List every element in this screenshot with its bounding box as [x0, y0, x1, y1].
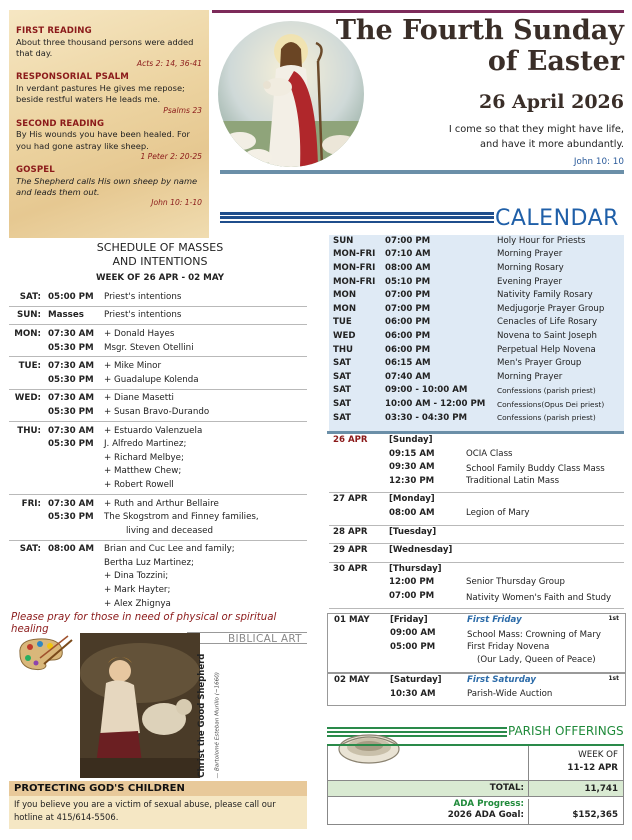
- schedule-line: [9, 510, 307, 524]
- offerings-table: [327, 746, 624, 825]
- calendar-date: 29 APR: [333, 545, 368, 556]
- schedule-intention: Ruth and Arthur Bellaire: [114, 498, 219, 509]
- schedule-day: WED:: [14, 393, 41, 404]
- weekly-event-name: Perpetual Help Novena: [497, 344, 596, 355]
- ada-goal-value: $152,365: [572, 810, 618, 820]
- calendar-special-cell: [467, 616, 623, 626]
- reading-text: By His wounds you have been healed. For you had gone astray like sheep.: [16, 129, 190, 151]
- weekly-event-row: [329, 398, 624, 412]
- schedule-time: Masses: [48, 310, 84, 321]
- weekly-event-row: [329, 317, 624, 331]
- calendar-event-name: Legion of Mary: [466, 507, 530, 518]
- weekly-event-name: Medjugorje Prayer Group: [497, 303, 605, 314]
- weekly-event-day: MON: [333, 303, 357, 314]
- calendar-day-group: [329, 526, 624, 545]
- schedule-line: [9, 497, 307, 511]
- schedule-week: WEEK OF 26 APR - 02 MAY: [95, 273, 225, 283]
- schedule-time: 07:30 AM: [48, 328, 95, 339]
- weekly-event-day: TUE: [333, 317, 352, 328]
- ada-progress-row: [328, 797, 623, 810]
- calendar-event-row: [330, 656, 623, 670]
- weekly-event-day: SAT: [333, 385, 352, 396]
- schedule-time: 05:30 PM: [48, 374, 94, 385]
- schedule-intention: Susan Bravo-Durando: [114, 406, 210, 417]
- weekly-event-name: Evening Prayer: [497, 276, 563, 287]
- reading-text: The Shepherd calls His own sheep by name and leads them out.: [16, 175, 198, 198]
- calendar-event-time: 08:00 AM: [389, 507, 435, 518]
- schedule-intention-cell: [104, 393, 307, 403]
- weekly-event-day: SAT: [333, 358, 352, 369]
- week-label: WEEK OF: [578, 750, 618, 760]
- weekly-event-time: 07:10 AM: [385, 249, 431, 260]
- schedule-line: [9, 327, 307, 341]
- cross-icon: +: [104, 585, 112, 596]
- schedule-time: 07:30 AM: [48, 393, 95, 404]
- reading-reference: Psalms 23: [163, 105, 202, 115]
- schedule-intention: Estuardo Valenzuela: [114, 425, 203, 436]
- palette-icon: [14, 634, 74, 672]
- weekly-event-time: 09:00 - 10:00 AM: [385, 385, 468, 396]
- schedule-intention-cell: [104, 426, 307, 436]
- calendar-weekday: [Friday]: [390, 614, 428, 625]
- schedule-day-group: [9, 422, 307, 495]
- schedule-intention: Priest's intentions: [104, 291, 182, 302]
- schedule-day-group: [9, 541, 307, 613]
- total-value: 11,741: [584, 783, 618, 794]
- weekly-event-name: Confessions (parish priest): [497, 386, 596, 396]
- reading-heading: SECOND READING: [16, 118, 105, 129]
- schedule-intention-cell: [104, 343, 307, 353]
- mass-schedule: [9, 288, 307, 612]
- schedule-line: [9, 392, 307, 406]
- schedule-intention: Alex Zhignya: [114, 598, 171, 609]
- schedule-line: [9, 597, 307, 611]
- schedule-intention: Priest's intentions: [104, 310, 182, 321]
- calendar-event-row: [330, 629, 623, 643]
- art-section-title: BIBLICAL ART: [228, 633, 302, 645]
- schedule-line: [9, 341, 307, 355]
- schedule-time: 07:30 AM: [48, 425, 95, 436]
- weekly-event-time: 10:00 AM - 12:00 PM: [385, 398, 486, 409]
- schedule-intention-cell: [104, 599, 307, 609]
- schedule-day: TUE:: [18, 361, 41, 372]
- weekly-event-time: 07:00 PM: [385, 235, 431, 246]
- schedule-line: [9, 583, 307, 597]
- schedule-day: SAT:: [19, 291, 41, 302]
- schedule-intention-cell: [104, 571, 307, 581]
- schedule-intention-cell: [104, 329, 307, 339]
- schedule-line: [9, 478, 307, 492]
- protecting-children-box: [9, 781, 307, 829]
- schedule-intention-cell: [104, 292, 307, 302]
- schedule-day-group: [9, 288, 307, 307]
- week-value: 11-12 APR: [567, 762, 618, 773]
- weekly-event-name: Nativity Family Rosary: [497, 290, 593, 301]
- schedule-intention-cell: [104, 480, 307, 490]
- calendar-event-time: 10:30 AM: [390, 688, 436, 699]
- offerings-total-row: [328, 780, 623, 797]
- schedule-time: 05:30 PM: [48, 439, 94, 450]
- calendar-event-name: Parish-Wide Auction: [467, 688, 553, 699]
- protecting-text: If you believe you are a victim of sexual abuse, please call our hotline at 415/614-5506.: [14, 799, 276, 822]
- schedule-time: 05:30 PM: [48, 342, 94, 353]
- cross-icon: +: [104, 328, 112, 339]
- weekly-event-row: [329, 276, 624, 290]
- schedule-intention: Bertha Luz Martinez;: [104, 557, 194, 568]
- offerings-title: PARISH OFFERINGS: [508, 724, 624, 738]
- calendar-event-name: (Our Lady, Queen of Peace): [477, 655, 596, 666]
- schedule-line: [9, 290, 307, 304]
- schedule-intention-cell: [104, 466, 307, 476]
- reading-reference: 1 Peter 2: 20-25: [140, 152, 202, 162]
- calendar-event-row: [330, 690, 623, 704]
- schedule-intention: The Skogstrom and Finney families,: [104, 512, 259, 523]
- reading-heading: GOSPEL: [16, 164, 55, 175]
- calendar-event-row: [329, 450, 624, 464]
- schedule-day: MON:: [14, 328, 41, 339]
- schedule-intention-cell: [104, 361, 307, 371]
- weekly-event-name: Holy Hour for Priests: [497, 235, 586, 246]
- calendar-day-header: [330, 616, 623, 630]
- schedule-intention-cell: [104, 407, 307, 417]
- weekly-event-time: 06:00 PM: [385, 317, 431, 328]
- weekly-event-row: [329, 303, 624, 317]
- calendar-date: 30 APR: [333, 563, 368, 574]
- weekly-event-time: 06:00 PM: [385, 331, 431, 342]
- weekly-event-time: 03:30 - 04:30 PM: [385, 412, 468, 423]
- protecting-title: PROTECTING GOD'S CHILDREN: [9, 781, 307, 796]
- calendar-day-header: [329, 436, 624, 450]
- calendar-date: 01 MAY: [334, 614, 370, 625]
- calendar-day-header: [329, 495, 624, 509]
- calendar-stripes: [220, 212, 494, 226]
- weekly-event-time: 07:40 AM: [385, 371, 431, 382]
- weekly-event-row: [329, 344, 624, 358]
- special-day-label: First Saturday: [467, 674, 537, 685]
- cross-icon: +: [104, 479, 112, 490]
- weekly-calendar: [329, 235, 624, 431]
- calendar-event-time: 05:00 PM: [390, 641, 436, 652]
- schedule-intention: J. Alfredo Martinez;: [104, 439, 187, 450]
- schedule-intention-cell: [104, 585, 307, 595]
- weekly-event-day: MON-FRI: [333, 249, 376, 260]
- prayer-request: Please pray for those in need of physical or spiritual healing: [11, 612, 277, 635]
- offerings-week-row: [328, 746, 623, 780]
- schedule-line: [9, 524, 307, 538]
- ada-goal-row: [328, 810, 623, 824]
- weekly-event-name: Morning Rosary: [497, 263, 564, 274]
- schedule-intention: Diane Masetti: [114, 393, 174, 404]
- schedule-line: [9, 405, 307, 419]
- weekly-event-time: 06:00 PM: [385, 344, 431, 355]
- special-day-label: First Friday: [467, 614, 522, 625]
- calendar-event-time: 07:00 PM: [389, 590, 435, 601]
- calendar-date: 28 APR: [333, 526, 368, 537]
- calendar-day-group: [327, 673, 626, 706]
- quote-reference: John 10: 10: [573, 157, 624, 167]
- schedule-day-group: [9, 325, 307, 357]
- schedule-day: FRI:: [21, 498, 41, 509]
- art-artist: — Bartolomé Esteban Murillo (~1660): [214, 671, 221, 778]
- weekly-event-row: [329, 262, 624, 276]
- calendar-weekday: [Monday]: [389, 494, 435, 505]
- calendar-event-row: [329, 509, 624, 523]
- calendar-day-header: [329, 528, 624, 542]
- weekly-event-row: [329, 357, 624, 371]
- cross-icon: +: [104, 425, 112, 436]
- calendar-event-row: [329, 578, 624, 592]
- schedule-time: 05:00 PM: [48, 291, 94, 302]
- cross-icon: +: [104, 406, 112, 417]
- calendar-event-time: 09:30 AM: [389, 462, 435, 473]
- schedule-line: [9, 424, 307, 438]
- schedule-intention-cell: [104, 544, 307, 554]
- art-caption: Christ the Good Shepherd: [197, 653, 208, 778]
- calendar-event-name: Traditional Latin Mass: [466, 475, 560, 486]
- schedule-intention: Guadalupe Kolenda: [114, 374, 199, 385]
- ada-progress-label: ADA Progress:: [328, 799, 529, 810]
- reading-reference: John 10: 1-10: [151, 198, 202, 208]
- date-heading: 26 April 2026: [478, 91, 624, 113]
- schedule-intention: Mike Minor: [114, 361, 162, 372]
- weekly-event-row: [329, 371, 624, 385]
- calendar-weekday: [Wednesday]: [389, 545, 453, 556]
- ada-goal-label: 2026 ADA Goal:: [328, 810, 529, 824]
- schedule-intention: living and deceased: [126, 525, 213, 536]
- weekly-event-time: 08:00 AM: [385, 263, 431, 274]
- schedule-day: SUN:: [16, 310, 41, 321]
- calendar-event-time: 12:30 PM: [389, 475, 435, 486]
- schedule-line: [9, 309, 307, 323]
- readings-panel: [9, 10, 209, 238]
- schedule-intention: Matthew Chew;: [114, 466, 182, 477]
- calendar-weekday: [Saturday]: [390, 674, 442, 685]
- weekly-event-name: Novena to Saint Joseph: [497, 331, 597, 342]
- schedule-intention-cell: [104, 439, 307, 449]
- reading-heading: FIRST READING: [16, 26, 92, 36]
- calendar-date: 27 APR: [333, 494, 368, 505]
- weekly-event-day: WED: [333, 331, 356, 342]
- cross-icon: +: [104, 361, 112, 372]
- weekly-event-name: Morning Prayer: [497, 249, 563, 260]
- weekly-event-day: MON-FRI: [333, 263, 376, 274]
- schedule-day-group: [9, 307, 307, 326]
- schedule-line: [9, 570, 307, 584]
- schedule-intention-cell: [104, 453, 307, 463]
- cross-icon: +: [104, 498, 112, 509]
- header-divider: [220, 170, 624, 174]
- schedule-intention-cell: [104, 512, 307, 522]
- schedule-time: 07:30 AM: [48, 361, 95, 372]
- calendar-date: 02 MAY: [334, 674, 370, 685]
- schedule-line: [9, 543, 307, 557]
- weekly-event-row: [329, 289, 624, 303]
- schedule-intention: Robert Rowell: [114, 479, 174, 490]
- schedule-time: 05:30 PM: [48, 512, 94, 523]
- calendar-event-name: School Family Buddy Class Mass: [466, 464, 605, 475]
- reading-heading: RESPONSORIAL PSALM: [16, 72, 129, 83]
- schedule-line: [9, 437, 307, 451]
- schedule-day-group: [9, 390, 307, 422]
- schedule-line: [9, 359, 307, 373]
- weekly-event-name: Confessions (parish priest): [497, 413, 596, 423]
- calendar-event-row: [330, 643, 623, 657]
- schedule-intention-cell: [104, 499, 307, 509]
- weekly-event-name: Morning Prayer: [497, 371, 563, 382]
- calendar-event-name: Senior Thursday Group: [466, 577, 565, 588]
- calendar-event-name: OCIA Class: [466, 448, 513, 459]
- schedule-time: 08:00 AM: [48, 544, 95, 555]
- schedule-intention: Msgr. Steven Otellini: [104, 342, 194, 353]
- cross-icon: +: [104, 393, 112, 404]
- schedule-intention-cell: [104, 375, 307, 385]
- total-label: TOTAL:: [328, 780, 529, 797]
- calendar-event-row: [329, 477, 624, 491]
- cross-icon: +: [104, 571, 112, 582]
- calendar-date: 26 APR: [333, 435, 368, 445]
- calendar-event-time: 09:15 AM: [389, 448, 435, 459]
- calendar-event-row: [329, 463, 624, 477]
- schedule-time: 05:30 PM: [48, 406, 94, 417]
- weekly-event-time: 06:15 AM: [385, 358, 431, 369]
- calendar-day-group: [329, 544, 624, 563]
- calendar-special-cell: [467, 676, 623, 686]
- weekly-event-day: THU: [333, 344, 354, 355]
- weekly-event-name: Confessions(Opus Dei priest): [497, 399, 605, 409]
- page-title: The Fourth Sunday of Easter: [335, 15, 624, 78]
- schedule-time: 07:30 AM: [48, 498, 95, 509]
- schedule-intention-cell: [104, 526, 307, 536]
- weekly-event-day: SAT: [333, 412, 352, 423]
- weekly-event-day: SAT: [333, 371, 352, 382]
- cross-icon: +: [104, 466, 112, 477]
- calendar-day-group: [329, 434, 624, 493]
- schedule-intention-cell: [104, 310, 307, 320]
- weekly-event-name: Cenacles of Life Rosary: [497, 317, 598, 328]
- calendar-event-name: First Friday Novena: [467, 641, 550, 652]
- calendar-event-name: School Mass: Crowning of Mary: [467, 630, 601, 641]
- schedule-intention: Richard Melbye;: [114, 452, 184, 463]
- weekly-event-time: 07:00 PM: [385, 290, 431, 301]
- schedule-intention: Dina Tozzini;: [114, 571, 169, 582]
- calendar-weekday: [Thursday]: [389, 563, 442, 574]
- calendar-event-time: 09:00 AM: [390, 628, 436, 639]
- schedule-line: [9, 451, 307, 465]
- schedule-line: [9, 465, 307, 479]
- schedule-intention: Donald Hayes: [114, 328, 175, 339]
- calendar-day-group: [329, 563, 624, 609]
- first-marker: 1st: [608, 674, 619, 682]
- cross-icon: +: [104, 452, 112, 463]
- daily-calendar: [329, 434, 624, 706]
- cross-icon: +: [104, 374, 112, 385]
- schedule-intention: Mark Hayter;: [114, 585, 171, 596]
- calendar-day-header: [329, 546, 624, 560]
- first-marker: 1st: [608, 614, 619, 622]
- weekly-event-row: [329, 235, 624, 249]
- calendar-event-name: Nativity Women's Faith and Study: [466, 592, 612, 603]
- weekly-event-day: SUN: [333, 235, 354, 246]
- reading-reference: Acts 2: 14, 36-41: [136, 59, 202, 69]
- calendar-title: CALENDAR: [495, 206, 619, 231]
- calendar-day-group: [329, 493, 624, 525]
- weekly-event-row: [329, 412, 624, 426]
- schedule-day-group: [9, 357, 307, 389]
- weekly-event-time: 05:10 PM: [385, 276, 431, 287]
- gospel-quote: I come so that they might have life, and have it more abundantly.: [448, 124, 624, 151]
- calendar-day-header: [330, 676, 623, 690]
- reading-text: In verdant pastures He gives me repose; beside restful waters He leads me.: [16, 83, 185, 105]
- weekly-event-name: Men's Prayer Group: [497, 358, 582, 369]
- schedule-line: [9, 373, 307, 387]
- weekly-event-row: [329, 385, 624, 399]
- schedule-intention-cell: [104, 558, 307, 568]
- calendar-event-time: 12:00 PM: [389, 577, 435, 588]
- shepherd-painting: [80, 633, 200, 778]
- calendar-weekday: [Sunday]: [389, 435, 433, 445]
- schedule-day-group: [9, 495, 307, 541]
- calendar-day-group: [327, 613, 626, 673]
- weekly-event-row: [329, 249, 624, 263]
- reading-text: About three thousand persons were added that day.: [16, 36, 194, 59]
- weekly-event-day: SAT: [333, 398, 352, 409]
- calendar-day-header: [329, 565, 624, 579]
- calendar-weekday: [Tuesday]: [389, 526, 437, 537]
- calendar-event-row: [329, 592, 624, 606]
- schedule-intention: Brian and Cuc Lee and family;: [104, 544, 235, 555]
- weekly-event-time: 07:00 PM: [385, 303, 431, 314]
- schedule-day: SAT:: [19, 544, 41, 555]
- header-rule: [212, 10, 624, 13]
- schedule-day: THU:: [17, 425, 41, 436]
- schedule-title: SCHEDULE OF MASSES AND INTENTIONS: [96, 241, 224, 269]
- cross-icon: +: [104, 598, 112, 609]
- schedule-line: [9, 556, 307, 570]
- weekly-event-row: [329, 330, 624, 344]
- weekly-event-day: MON-FRI: [333, 276, 376, 287]
- weekly-event-day: MON: [333, 290, 357, 301]
